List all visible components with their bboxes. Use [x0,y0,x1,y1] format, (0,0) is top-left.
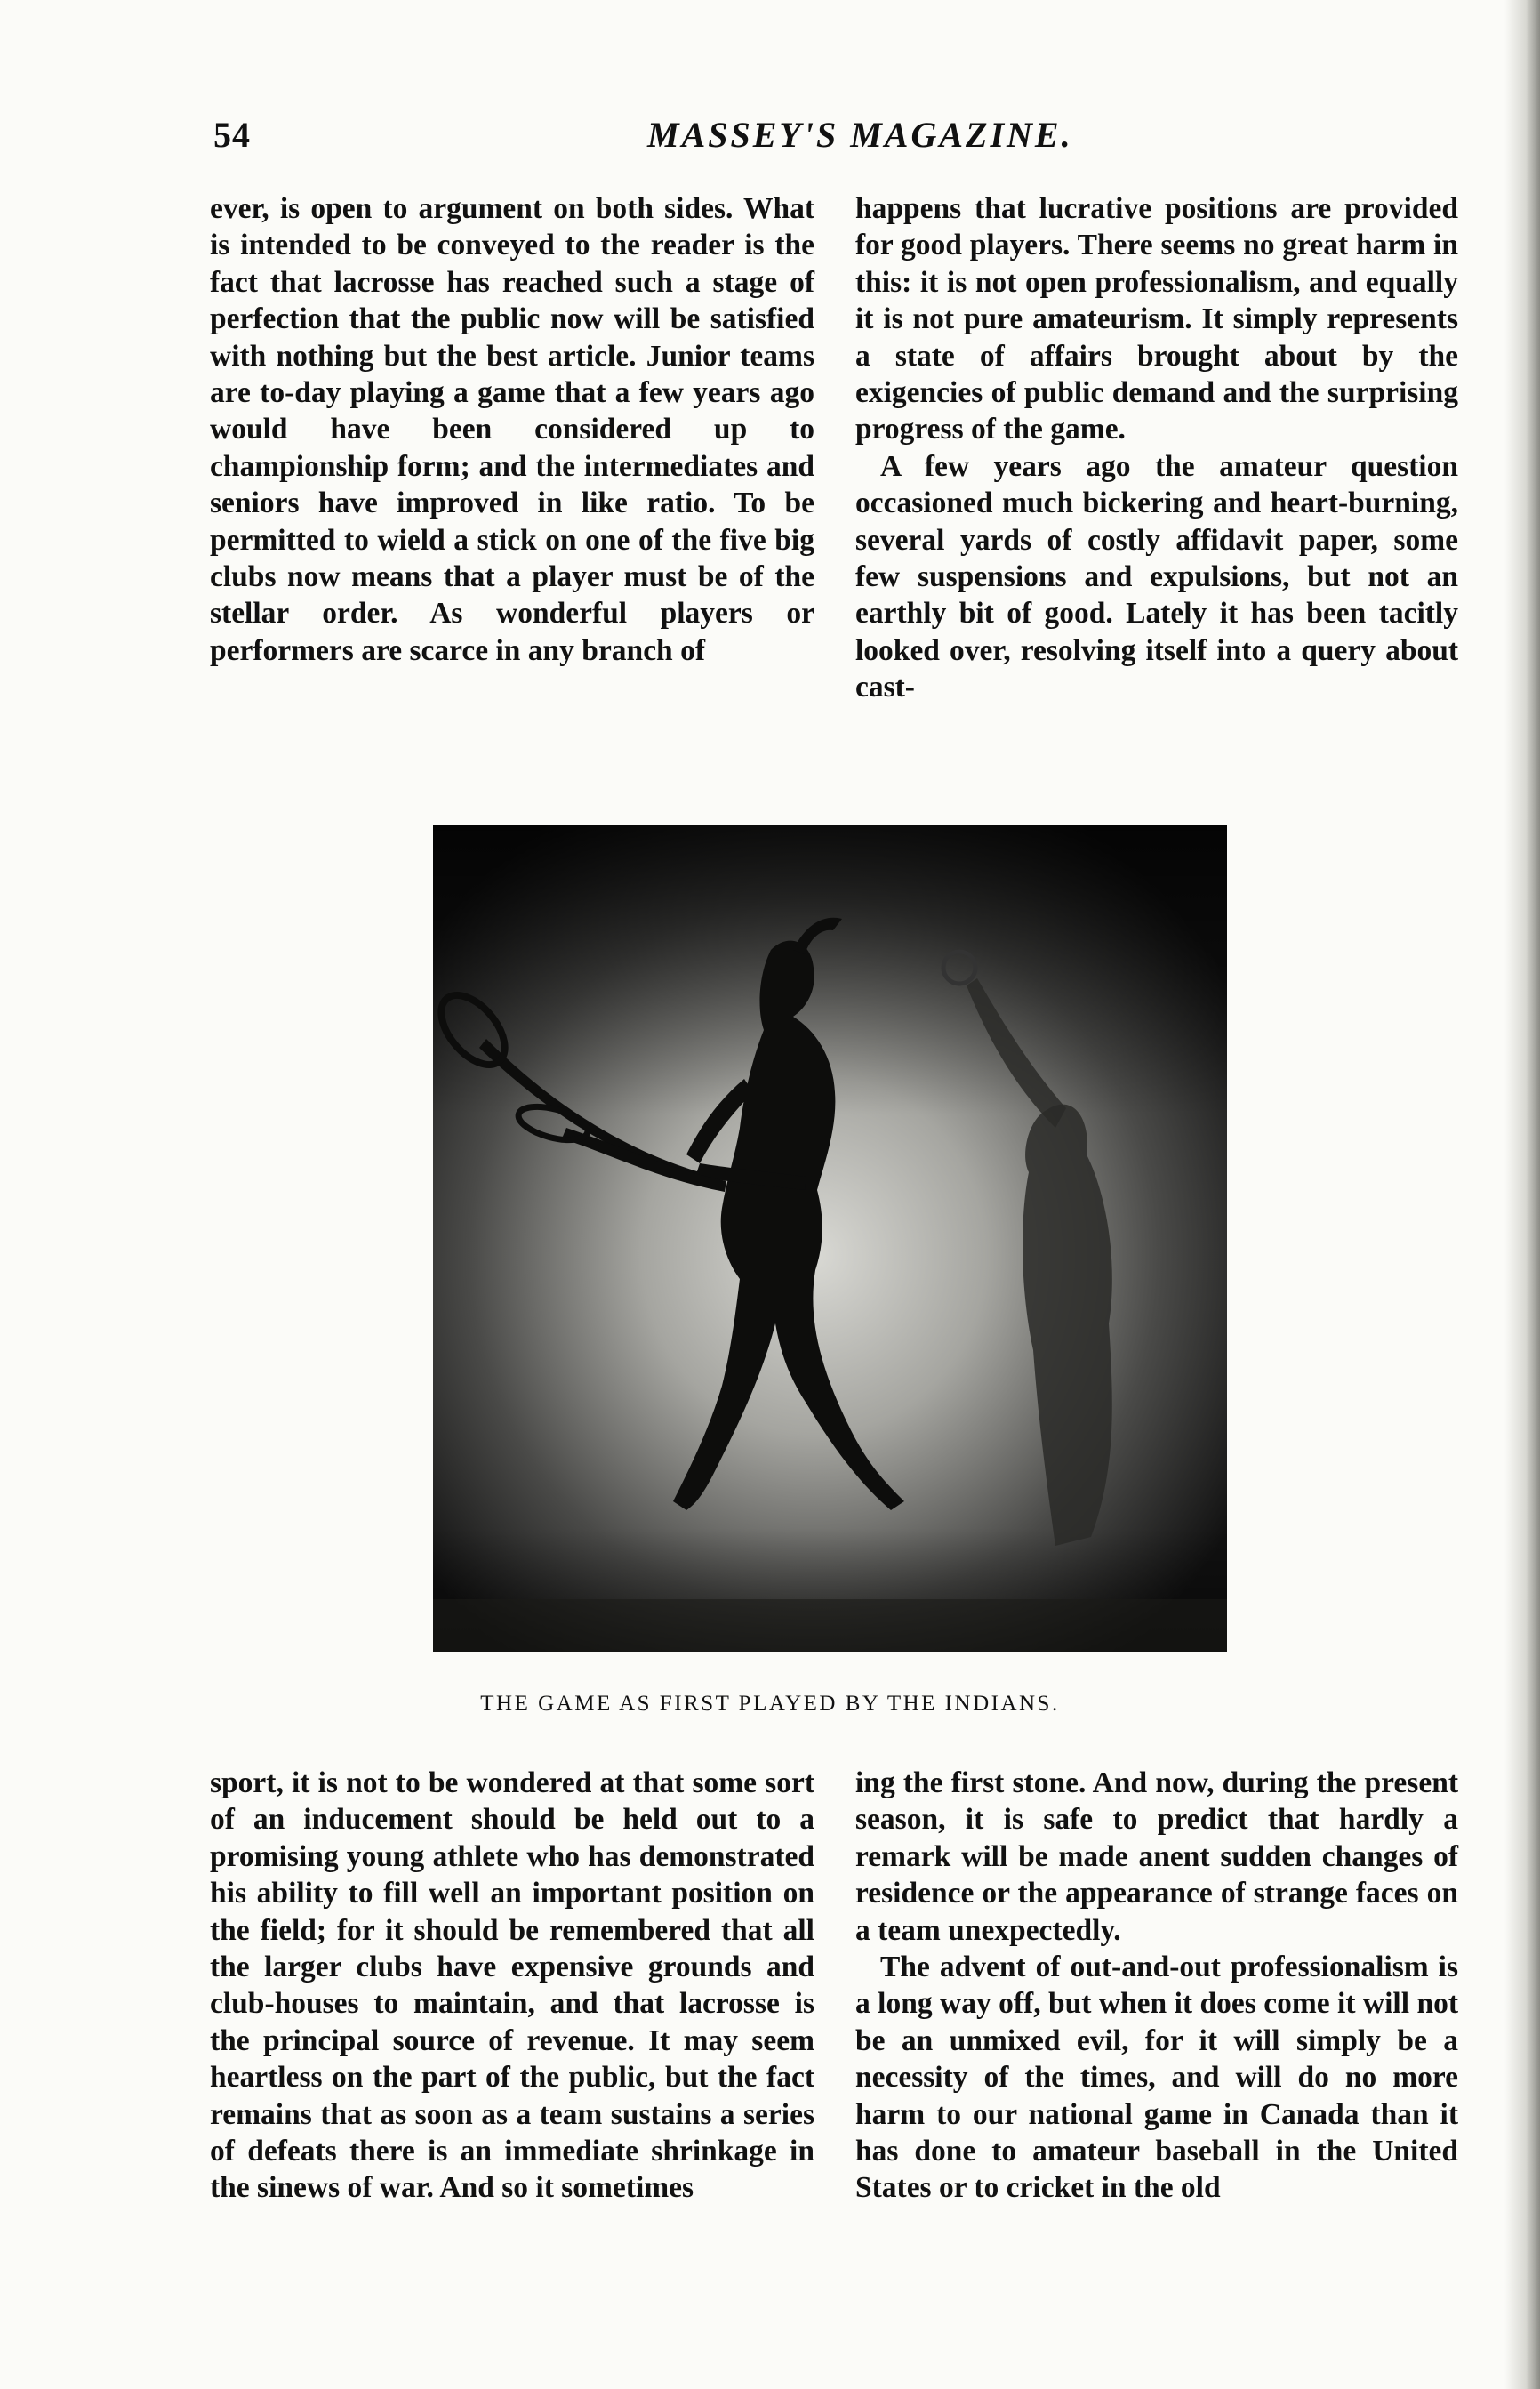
page-edge-shadow [1504,0,1540,2389]
illustration-image [433,825,1227,1652]
column-bottom-right [855,1765,1458,2207]
page-number: 54 [213,115,251,155]
paragraph: ing the first stone. And now, during the present season, it is safe to predict that hardly a remark will be made anent sudden changes of residence or the appearance of strange faces on a team unexpectedly. [855,1766,1458,1947]
paragraph: The advent of out-and-out professionalism is a long way off, but when it does come it will not be an unmixed evil, for it will simply be a necessity of the times, and will do no more harm to our national game in Canada than it has done to amateur baseball in the United States or to cricket in the old [855,1951,1458,2205]
paragraph: sport, it is not to be wondered at that some sort of an inducement should be held out to a promising young athlete who has demonstrated his ability to fill well an important position on the field; for it should be remembered that all the larger clubs have expensive grounds and club-houses to maintain, and that lacrosse is the principal source of revenue. It may seem heartless on the part of the public, but the fact remains that as soon as a team sustains a series of defeats there is an immediate shrinkage in the sinews of war. And so it sometimes [210,1766,814,2205]
paragraph: happens that lucrative positions are provided for good players. There seems no great harm in this: it is not open professionalism, and equally it is not pure amateurism. It simply represents a state of affairs brought about by the exigencies of public demand and the surprising progress of the game. [855,192,1458,446]
column-top-left [210,190,814,669]
figure-caption: THE GAME AS FIRST PLAYED BY THE INDIANS. [480,1692,1060,1716]
column-bottom-left [210,1765,814,2207]
paragraph: ever, is open to argument on both sides. What is intended to be conveyed to the reader is the fact that lacrosse has reached such a stage of perfection that the public now will be satisfied with nothing but the best article. Junior teams are to-day playing a game that a few years ago would have been considered up to championship form; and the intermediates and seniors have improved in like ratio. To be permitted to wield a stick on one of the five big clubs now means that a player must be of the stellar order. As wonderful players or performers are scarce in any branch of [210,192,814,667]
running-title: MASSEY'S MAGAZINE. [647,115,1073,155]
page-header [213,114,1458,167]
illustration-lacrosse-players [433,825,1227,1652]
column-top-right [855,190,1458,706]
paragraph: A few years ago the amateur question occasioned much bickering and heart-burning, several yards of costly affidavit paper, some few suspensions and expulsions, but not an earthly bit of good. Lately it has been tacitly looked over, resolving itself into a query about cast- [855,449,1458,704]
